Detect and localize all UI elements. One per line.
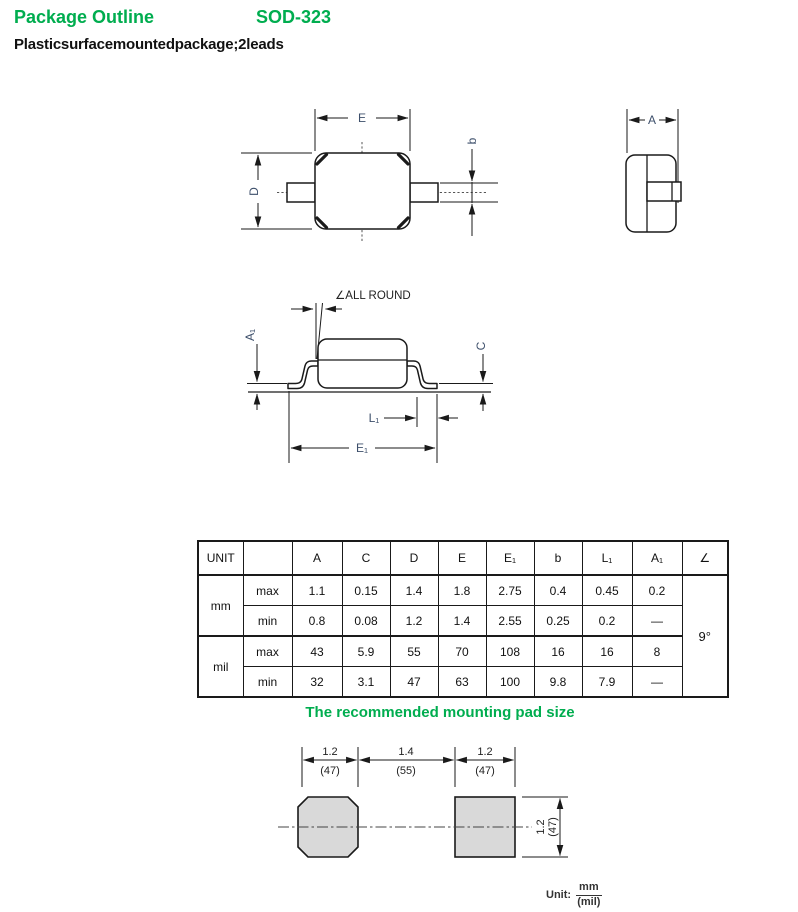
package-name: SOD-323 <box>256 7 332 27</box>
cell: 7.9 <box>582 667 632 698</box>
cell: 0.45 <box>582 575 632 606</box>
dim-label-e1: E₁ <box>355 441 369 455</box>
package-body-top <box>315 153 410 229</box>
cell: 70 <box>438 636 486 667</box>
lead-left <box>287 183 315 202</box>
cell: 1.1 <box>292 575 342 606</box>
col-header-e: E <box>438 541 486 575</box>
dim-label-a: A <box>647 113 657 127</box>
mounting-pad-drawing <box>270 735 620 880</box>
top-view-drawing <box>230 95 510 265</box>
cell: 0.8 <box>292 606 342 637</box>
cell: 1.4 <box>390 575 438 606</box>
cell: 2.55 <box>486 606 534 637</box>
side-view-drawing <box>235 280 500 470</box>
cell: — <box>632 667 682 698</box>
cell: 47 <box>390 667 438 698</box>
dim-e <box>315 109 410 151</box>
unit-label: Unit: <box>546 889 572 902</box>
cell: 9.8 <box>534 667 582 698</box>
col-header-e1: E₁ <box>486 541 534 575</box>
cell: 1.2 <box>390 606 438 637</box>
unit-numerator: mm <box>576 882 602 896</box>
col-header-l1: L₁ <box>582 541 632 575</box>
page-subtitle: Plastic surface mounted package; 2 leads <box>14 36 284 53</box>
dim-label-c: C <box>474 341 488 351</box>
cell: 108 <box>486 636 534 667</box>
unit-denominator: (mil) <box>577 895 601 908</box>
cell: 1.8 <box>438 575 486 606</box>
dim-label-d: D <box>247 187 261 196</box>
cell: — <box>632 606 682 637</box>
cell: 8 <box>632 636 682 667</box>
cell: 2.75 <box>486 575 534 606</box>
cell: 0.08 <box>342 606 390 637</box>
pad-height-dimension <box>522 797 568 857</box>
table-row-mil-min <box>198 667 728 698</box>
pad-gap-mil: (55) <box>396 765 416 777</box>
cell: 1.4 <box>438 606 486 637</box>
col-header-angle: ∠ <box>682 541 728 575</box>
col-header-unit: UNIT <box>198 541 243 575</box>
dim-a1 <box>243 329 287 410</box>
angle-note: ∠ALL ROUND <box>335 290 411 302</box>
cell: 3.1 <box>342 667 390 698</box>
dim-label-b: b <box>465 137 479 145</box>
pad-height-mil: (47) <box>547 817 559 837</box>
table-row-mm-min <box>198 606 728 637</box>
cell: 16 <box>534 636 582 667</box>
cell: 16 <box>582 636 632 667</box>
lead-right <box>410 183 438 202</box>
pad-height-mm: 1.2 <box>535 819 547 835</box>
dimension-table <box>197 540 729 698</box>
pad-top-dimensions <box>302 746 515 787</box>
dim-label-e: E <box>357 111 367 125</box>
cell: 100 <box>486 667 534 698</box>
end-view-drawing <box>595 95 705 265</box>
left-pad-width-mil: (47) <box>320 765 340 777</box>
right-pad-width-mm: 1.2 <box>477 746 493 758</box>
cell: 55 <box>390 636 438 667</box>
page-title: Package Outline <box>14 7 155 27</box>
cell: 5.9 <box>342 636 390 667</box>
dim-l1 <box>369 394 458 463</box>
dim-b <box>440 137 498 236</box>
cell: 43 <box>292 636 342 667</box>
cell: 32 <box>292 667 342 698</box>
row-label: min <box>243 667 292 698</box>
cell: 63 <box>438 667 486 698</box>
cell: 0.15 <box>342 575 390 606</box>
lead-left-gullwing <box>288 361 318 389</box>
mounting-pad-title: The recommended mounting pad size <box>305 704 575 721</box>
package-body-side <box>318 339 407 388</box>
col-header-c: C <box>342 541 390 575</box>
left-pad-width-mm: 1.2 <box>322 746 338 758</box>
dim-c <box>439 341 493 411</box>
table-row-mil-max <box>198 636 728 667</box>
pad-gap-mm: 1.4 <box>398 746 414 758</box>
lead-right-gullwing <box>407 361 437 389</box>
row-label: max <box>243 575 292 606</box>
dim-e1 <box>289 391 435 463</box>
col-header-blank <box>243 541 292 575</box>
cell: 0.4 <box>534 575 582 606</box>
right-pad-width-mil: (47) <box>475 765 495 777</box>
dim-label-a1: A₁ <box>243 328 257 342</box>
row-label: max <box>243 636 292 667</box>
table-row-mm-max <box>198 575 728 606</box>
cell: 0.25 <box>534 606 582 637</box>
col-header-a1: A₁ <box>632 541 682 575</box>
dim-label-l1: L₁ <box>368 411 380 425</box>
angle-value-cell: 9° <box>682 575 728 697</box>
lead-end-view <box>647 182 681 201</box>
unit-fraction <box>576 882 602 908</box>
col-header-b: b <box>534 541 582 575</box>
unit-cell-mm: mm <box>198 575 243 636</box>
unit-note <box>546 882 602 908</box>
table-header-row <box>198 541 728 575</box>
cell: 0.2 <box>632 575 682 606</box>
col-header-a: A <box>292 541 342 575</box>
row-label: min <box>243 606 292 637</box>
col-header-d: D <box>390 541 438 575</box>
unit-cell-mil: mil <box>198 636 243 697</box>
cell: 0.2 <box>582 606 632 637</box>
